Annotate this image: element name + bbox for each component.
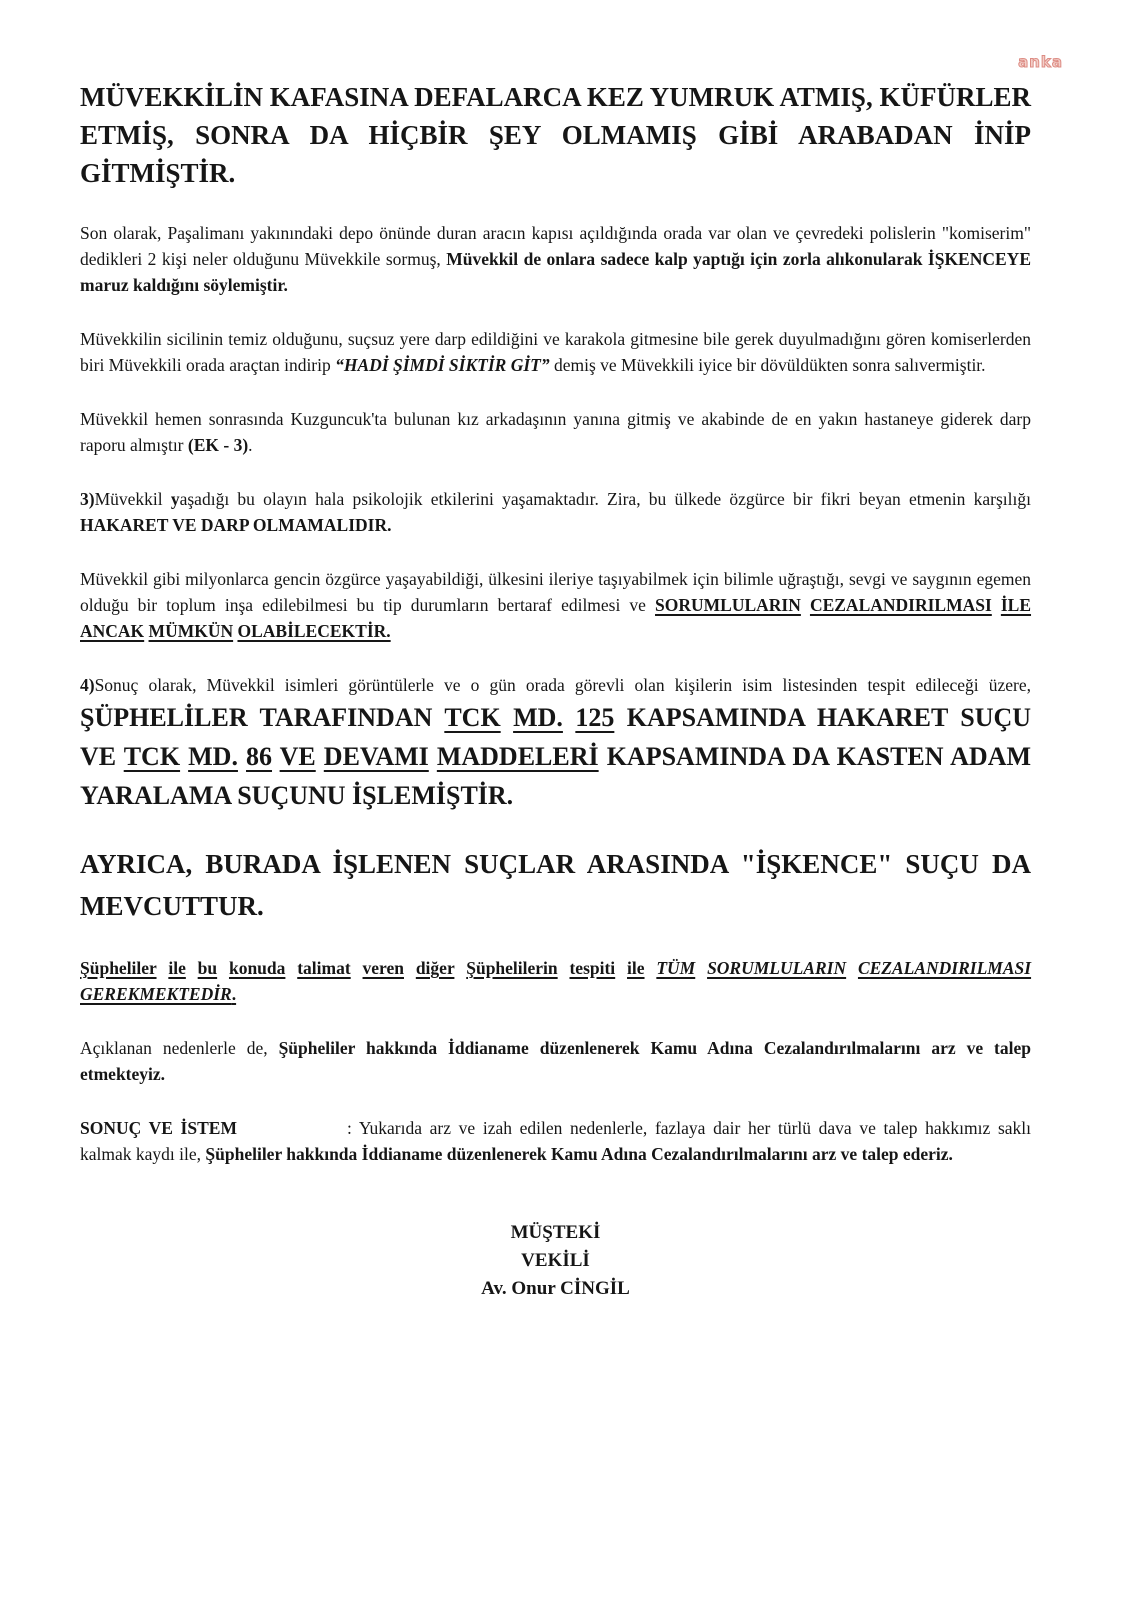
- paragraph-4-sonuc-olarak: [80, 672, 1031, 815]
- text-run: Müvekkil hemen sonrasında Kuzguncuk'ta bulunan kız arkadaşının yanına gitmiş ve akabinde de en yakın hastaneye giderek darp raporu almıştır: [80, 409, 1031, 455]
- paragraph-sorumlularin-cezalandirilmasi: [80, 566, 1031, 644]
- text-run: “HADİ ŞİMDİ SİKTİR GİT”: [335, 355, 550, 375]
- text-run: demiş ve Müvekkili iyice bir dövüldükten sonra salıvermiştir.: [549, 355, 986, 375]
- text-run: SONUÇ VE İSTEM: [80, 1118, 237, 1138]
- paragraph-aciklanan-nedenler: [80, 1035, 1031, 1087]
- text-run: ŞÜPHELİLER TARAFINDAN: [80, 703, 445, 732]
- signature-attorney-name: Av. Onur CİNGİL: [481, 1278, 630, 1299]
- paragraph-supheliler-tespiti: [80, 955, 1031, 1007]
- text-run: TCK MD. 86 VE DEVAMI MADDELERİ: [123, 742, 599, 771]
- text-run: (EK - 3): [187, 435, 249, 455]
- text-run: Açıklanan nedenlerle de,: [80, 1038, 279, 1058]
- signature-block: [80, 1219, 1031, 1303]
- text-run: TCK MD. 125: [444, 703, 615, 732]
- signature-role-vekili: VEKİLİ: [521, 1250, 590, 1271]
- text-run: y: [170, 489, 180, 509]
- text-run: aşadığı bu olayın hala psikolojik etkilerini yaşamaktadır. Zira, bu ülkede özgürce bir fikri beyan etmenin karşılığı: [179, 489, 1031, 509]
- text-run: Müvekkil: [94, 489, 171, 509]
- text-run: : Yukarıda arz ve izah edilen nedenlerle, fazlaya dair her türlü dava ve talep hakkımız saklı kalmak kaydı ile,: [80, 1118, 1031, 1164]
- text-run: .: [231, 984, 237, 1004]
- text-run: 3): [80, 489, 95, 509]
- anka-watermark: anka: [1018, 53, 1063, 71]
- paragraph-sonuc-ve-istem: [80, 1115, 1031, 1167]
- text-run: Şüpheliler hakkında İddianame düzenlenerek Kamu Adına Cezalandırılmalarını arz ve talep ederiz.: [205, 1144, 953, 1164]
- main-heading: [80, 78, 1031, 192]
- text-run: Şüpheliler hakkında İddianame düzenlenerek Kamu Adına Cezalandırılmalarını arz ve talep etmekteyiz.: [80, 1038, 1031, 1084]
- text-run: .: [248, 435, 253, 455]
- text-run: Şüpheliler ile bu konuda talimat veren diğer Şüphelilerin tespiti ile: [80, 958, 645, 978]
- text-run: Müvekkilin sicilinin temiz olduğunu, suçsuz yere darp edildiğini ve karakola gitmesine bile gerek duyulmadığını gören komiserlerden biri Müvekkili orada araçtan indirip: [80, 329, 1031, 375]
- text-run: MÜVEKKİLİN KAFASINA DEFALARCA KEZ YUMRUK ATMIŞ, KÜFÜRLER ETMİŞ, SONRA DA HİÇBİR ŞEY OLMAMIŞ GİBİ ARABADAN İNİP GİTMİŞTİR.: [80, 82, 1031, 188]
- text-run: Son olarak, Paşalimanı yakınındaki depo önünde duran aracın kapısı açıldığında orada var olan ve çevredeki polislerin "komiserim" dedikleri 2 kişi neler olduğunu Müvekkile sormuş,: [80, 223, 1031, 269]
- paragraph-son-olarak: [80, 220, 1031, 298]
- text-run: 4): [80, 675, 95, 695]
- text-run: Sonuç olarak, Müvekkil isimleri görüntülerle ve o gün orada görevli olan kişilerin isim listesinden tespit edileceği üzere,: [94, 675, 1031, 695]
- text-run: AYRICA, BURADA İŞLENEN SUÇLAR ARASINDA "İŞKENCE" SUÇU DA MEVCUTTUR.: [80, 849, 1031, 921]
- text-run: Müvekkil de onlara sadece kalp yaptığı için zorla alıkonularak İŞKENCEYE maruz kaldığını söylemiştir.: [80, 249, 1031, 295]
- signature-role-musteki: MÜŞTEKİ: [510, 1222, 601, 1243]
- text-run: SORUMLULARIN CEZALANDIRILMASI İLE ANCAK MÜMKÜN OLABİLECEKTİR.: [80, 595, 1032, 641]
- paragraph-darp-raporu: [80, 406, 1031, 458]
- text-run: KAPSAMINDA DA KASTEN ADAM YARALAMA SUÇUNU İŞLEMİŞTİR.: [80, 742, 1032, 810]
- text-run: KAPSAMINDA HAKARET SUÇU VE: [80, 703, 1032, 771]
- heading-iskence: [80, 843, 1031, 927]
- paragraph-sicil-temiz: [80, 326, 1031, 378]
- paragraph-3-psikolojik: [80, 486, 1031, 538]
- text-run: HAKARET VE DARP OLMAMALIDIR.: [80, 515, 392, 535]
- text-run: Müvekkil gibi milyonlarca gencin özgürce yaşayabildiği, ülkesini ileriye taşıyabilmek için bilimle uğraştığı, sevgi ve saygının egemen olduğu bir toplum inşa edilebilmesi bu tip durumların bertaraf edilmesi ve: [80, 569, 1031, 615]
- text-run: TÜM SORUMLULARIN CEZALANDIRILMASI GEREKMEKTEDİR: [80, 958, 1032, 1004]
